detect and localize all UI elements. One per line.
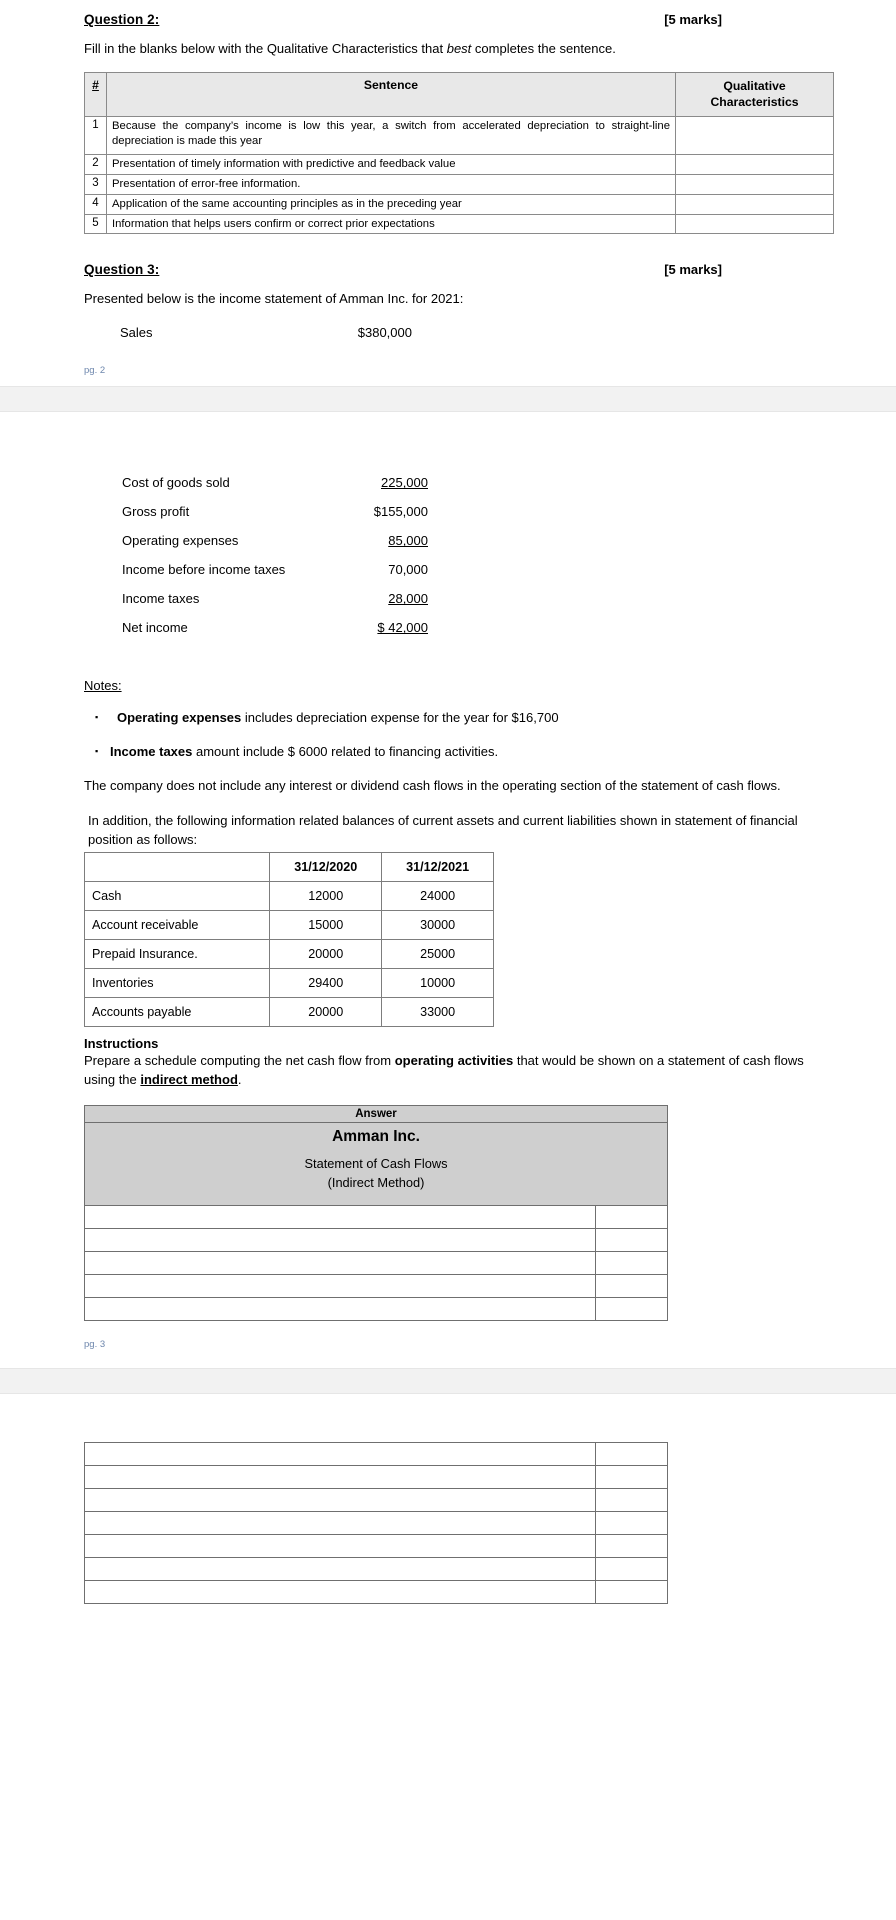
continuation-blank-description[interactable] [85, 1443, 596, 1466]
continuation-blank-amount[interactable] [596, 1535, 668, 1558]
table-row [85, 1558, 668, 1581]
q2-instruction-post: completes the sentence. [471, 41, 616, 56]
table-row [85, 1512, 668, 1535]
answer-subtitle-line-1: Statement of Cash Flows [304, 1156, 448, 1172]
answer-blank-description[interactable] [85, 1206, 596, 1229]
column-header-sentence: Sentence [107, 72, 676, 116]
income-statement-value: 70,000 [388, 562, 428, 578]
balances-table [84, 852, 494, 1027]
continuation-blank-amount[interactable] [596, 1443, 668, 1466]
qc-table-body [85, 116, 834, 234]
income-statement-partial [84, 318, 834, 347]
continuation-blank-amount[interactable] [596, 1466, 668, 1489]
row-sentence: Application of the same accounting principles as in the preceding year [107, 194, 676, 214]
question-3-title: Question 3: [84, 262, 160, 278]
balance-label: Inventories [85, 969, 270, 998]
table-row [85, 1443, 668, 1466]
answer-blank-amount[interactable] [596, 1229, 668, 1252]
answer-subtitle-line-2: (Indirect Method) [327, 1174, 425, 1190]
answer-blank-description[interactable] [85, 1252, 596, 1275]
instructions-part-1: Prepare a schedule computing the net cash flow from [84, 1053, 395, 1069]
continuation-blank-description[interactable] [85, 1558, 596, 1581]
income-statement-row [84, 497, 834, 526]
question-2-marks: [5 marks] [664, 12, 722, 27]
table-header-row [85, 72, 834, 116]
balance-value-2020: 29400 [270, 969, 382, 998]
balance-value-2020: 20000 [270, 998, 382, 1027]
answer-blank-amount[interactable] [596, 1298, 668, 1321]
balance-value-2020: 12000 [270, 882, 382, 911]
table-row [85, 1489, 668, 1512]
bullet-square-icon: ▪ [95, 746, 99, 757]
page-marker-3: pg. 3 [84, 1339, 106, 1351]
row-answer-field[interactable] [676, 214, 834, 234]
balance-label: Account receivable [85, 911, 270, 940]
page-marker-2: pg. 2 [84, 365, 106, 377]
row-sentence: Information that helps users confirm or correct prior expectations [107, 214, 676, 234]
row-number: 5 [85, 214, 107, 234]
qc-header-line-2: Characteristics [710, 95, 799, 110]
balance-value-2021: 25000 [382, 940, 494, 969]
answer-title-cell [85, 1123, 668, 1206]
answer-blank-amount[interactable] [596, 1275, 668, 1298]
balance-label: Cash [85, 882, 270, 911]
balance-value-2020: 20000 [270, 940, 382, 969]
balance-value-2021: 30000 [382, 911, 494, 940]
row-sentence: Presentation of timely information with predictive and feedback value [107, 154, 676, 174]
instructions-part-2: that would be shown on a statement of cash flows using the [84, 1053, 804, 1087]
note-bullet-text [117, 710, 834, 727]
q2-instruction-emphasis: best [446, 41, 472, 56]
table-row [85, 1466, 668, 1489]
table-row [85, 1535, 668, 1558]
table-row [85, 882, 494, 911]
answer-continuation-table [84, 1442, 668, 1604]
income-statement-value: 28,000 [388, 591, 428, 607]
note-bullet-bold: Operating expenses [117, 710, 242, 726]
income-statement-row [84, 555, 834, 584]
qualitative-characteristics-table [84, 72, 834, 235]
table-row [85, 1581, 668, 1604]
income-statement-label: Gross profit [122, 504, 190, 520]
income-statement-value: 225,000 [381, 475, 428, 491]
answer-table [84, 1105, 668, 1321]
notes-paragraph-1: The company does not include any interest or dividend cash flows in the operating section of the statement of cash flows. [84, 778, 781, 794]
table-row [85, 174, 834, 194]
note-bullet-text [110, 744, 834, 761]
instructions-bold-operating-activities: operating activities [394, 1053, 514, 1069]
table-row [85, 1298, 668, 1321]
qc-header-line-1: Qualitative [723, 78, 786, 93]
instructions-bold-indirect-method: indirect method [140, 1071, 238, 1087]
income-statement-label: Sales [120, 325, 153, 341]
answer-blank-description[interactable] [85, 1275, 596, 1298]
answer-header-label: Answer [85, 1106, 668, 1123]
table-row [85, 911, 494, 940]
instructions-title: Instructions [84, 1036, 159, 1052]
note-bullet-rest: includes depreciation expense for the year for $16,700 [241, 710, 559, 726]
answer-title-row [85, 1123, 668, 1206]
table-row [85, 1275, 668, 1298]
balances-header-blank [85, 853, 270, 882]
table-row [85, 1252, 668, 1275]
question-3-marks: [5 marks] [664, 262, 722, 278]
balances-table-body [85, 882, 494, 1027]
income-statement-label: Net income [122, 620, 188, 636]
row-sentence: Presentation of error-free information. [107, 174, 676, 194]
continuation-blank-description[interactable] [85, 1489, 596, 1512]
income-statement-value: $ 42,000 [377, 620, 428, 636]
note-bullet-item [84, 710, 834, 727]
continuation-table-body [85, 1443, 668, 1604]
page-break-divider-1 [0, 386, 896, 412]
balance-value-2021: 10000 [382, 969, 494, 998]
income-statement-row [84, 318, 834, 347]
continuation-blank-amount[interactable] [596, 1558, 668, 1581]
continuation-blank-amount[interactable] [596, 1581, 668, 1604]
income-statement-value: 85,000 [388, 533, 428, 549]
question-3-intro: Presented below is the income statement of Amman Inc. for 2021: [84, 291, 464, 307]
continuation-blank-description[interactable] [85, 1466, 596, 1489]
column-header-number: # [85, 72, 107, 116]
table-row [85, 214, 834, 234]
answer-table-body [85, 1106, 668, 1321]
balances-header-2021: 31/12/2021 [382, 853, 494, 882]
note-bullet-item [84, 744, 834, 761]
answer-blank-description[interactable] [85, 1298, 596, 1321]
row-number: 4 [85, 194, 107, 214]
income-statement-row [84, 584, 834, 613]
continuation-blank-amount[interactable] [596, 1512, 668, 1535]
balances-header-row [85, 853, 494, 882]
income-statement-value: $380,000 [357, 325, 412, 341]
table-row [85, 1206, 668, 1229]
income-statement-label: Income before income taxes [122, 562, 286, 578]
page-break-divider-2 [0, 1368, 896, 1394]
table-row [85, 940, 494, 969]
income-statement-row [84, 526, 834, 555]
continuation-blank-description[interactable] [85, 1581, 596, 1604]
row-sentence: Because the company’s income is low this year, a switch from accelerated depreciation to straight-line depreciation is made this year [107, 116, 676, 154]
note-bullet-bold: Income taxes [110, 744, 193, 760]
income-statement-label: Income taxes [122, 591, 200, 607]
table-row [85, 1229, 668, 1252]
question-2-header [84, 0, 834, 27]
document-page-4 [0, 1442, 896, 1604]
question-2-instruction [84, 41, 834, 58]
answer-blank-amount[interactable] [596, 1206, 668, 1229]
document-page-2 [0, 0, 896, 376]
notes-title: Notes: [84, 678, 122, 694]
table-row [85, 969, 494, 998]
answer-blank-amount[interactable] [596, 1252, 668, 1275]
income-statement-row [84, 468, 834, 497]
continuation-blank-amount[interactable] [596, 1489, 668, 1512]
table-row [85, 998, 494, 1027]
question-2-title: Question 2: [84, 12, 160, 27]
instructions-part-3: . [237, 1071, 242, 1087]
table-row [85, 194, 834, 214]
table-row [85, 116, 834, 154]
note-bullet-rest: amount include $ 6000 related to financing activities. [192, 744, 499, 760]
row-answer-field[interactable] [676, 174, 834, 194]
income-statement-row [84, 613, 834, 642]
answer-header-row [85, 1106, 668, 1123]
document-page-3 [0, 468, 896, 1368]
income-statement-label: Cost of goods sold [122, 475, 230, 491]
balance-label: Accounts payable [85, 998, 270, 1027]
income-statement-label: Operating expenses [122, 533, 239, 549]
answer-company-name: Amman Inc. [332, 1128, 420, 1146]
balance-value-2020: 15000 [270, 911, 382, 940]
column-header-qualitative-characteristics [676, 72, 834, 116]
income-statement-value: $155,000 [373, 504, 428, 520]
balances-header-2020: 31/12/2020 [270, 853, 382, 882]
notes-paragraph-2: In addition, the following information related balances of current assets and current liabilities shown in statement of financial position as follows: [88, 812, 798, 847]
row-number: 3 [85, 174, 107, 194]
answer-blank-description[interactable] [85, 1229, 596, 1252]
income-statement-continued [84, 468, 834, 642]
row-number: 2 [85, 154, 107, 174]
row-number: 1 [85, 116, 107, 154]
q2-instruction-pre: Fill in the blanks below with the Qualitative Characteristics that [84, 41, 447, 56]
row-answer-field[interactable] [676, 154, 834, 174]
balance-value-2021: 24000 [382, 882, 494, 911]
balance-label: Prepaid Insurance. [85, 940, 270, 969]
balance-value-2021: 33000 [382, 998, 494, 1027]
continuation-blank-description[interactable] [85, 1535, 596, 1558]
row-answer-field[interactable] [676, 194, 834, 214]
continuation-blank-description[interactable] [85, 1512, 596, 1535]
instructions-body [84, 1052, 834, 1089]
bullet-square-icon: ▪ [95, 712, 99, 723]
question-3-header [84, 234, 834, 277]
row-answer-field[interactable] [676, 116, 834, 154]
table-row [85, 154, 834, 174]
